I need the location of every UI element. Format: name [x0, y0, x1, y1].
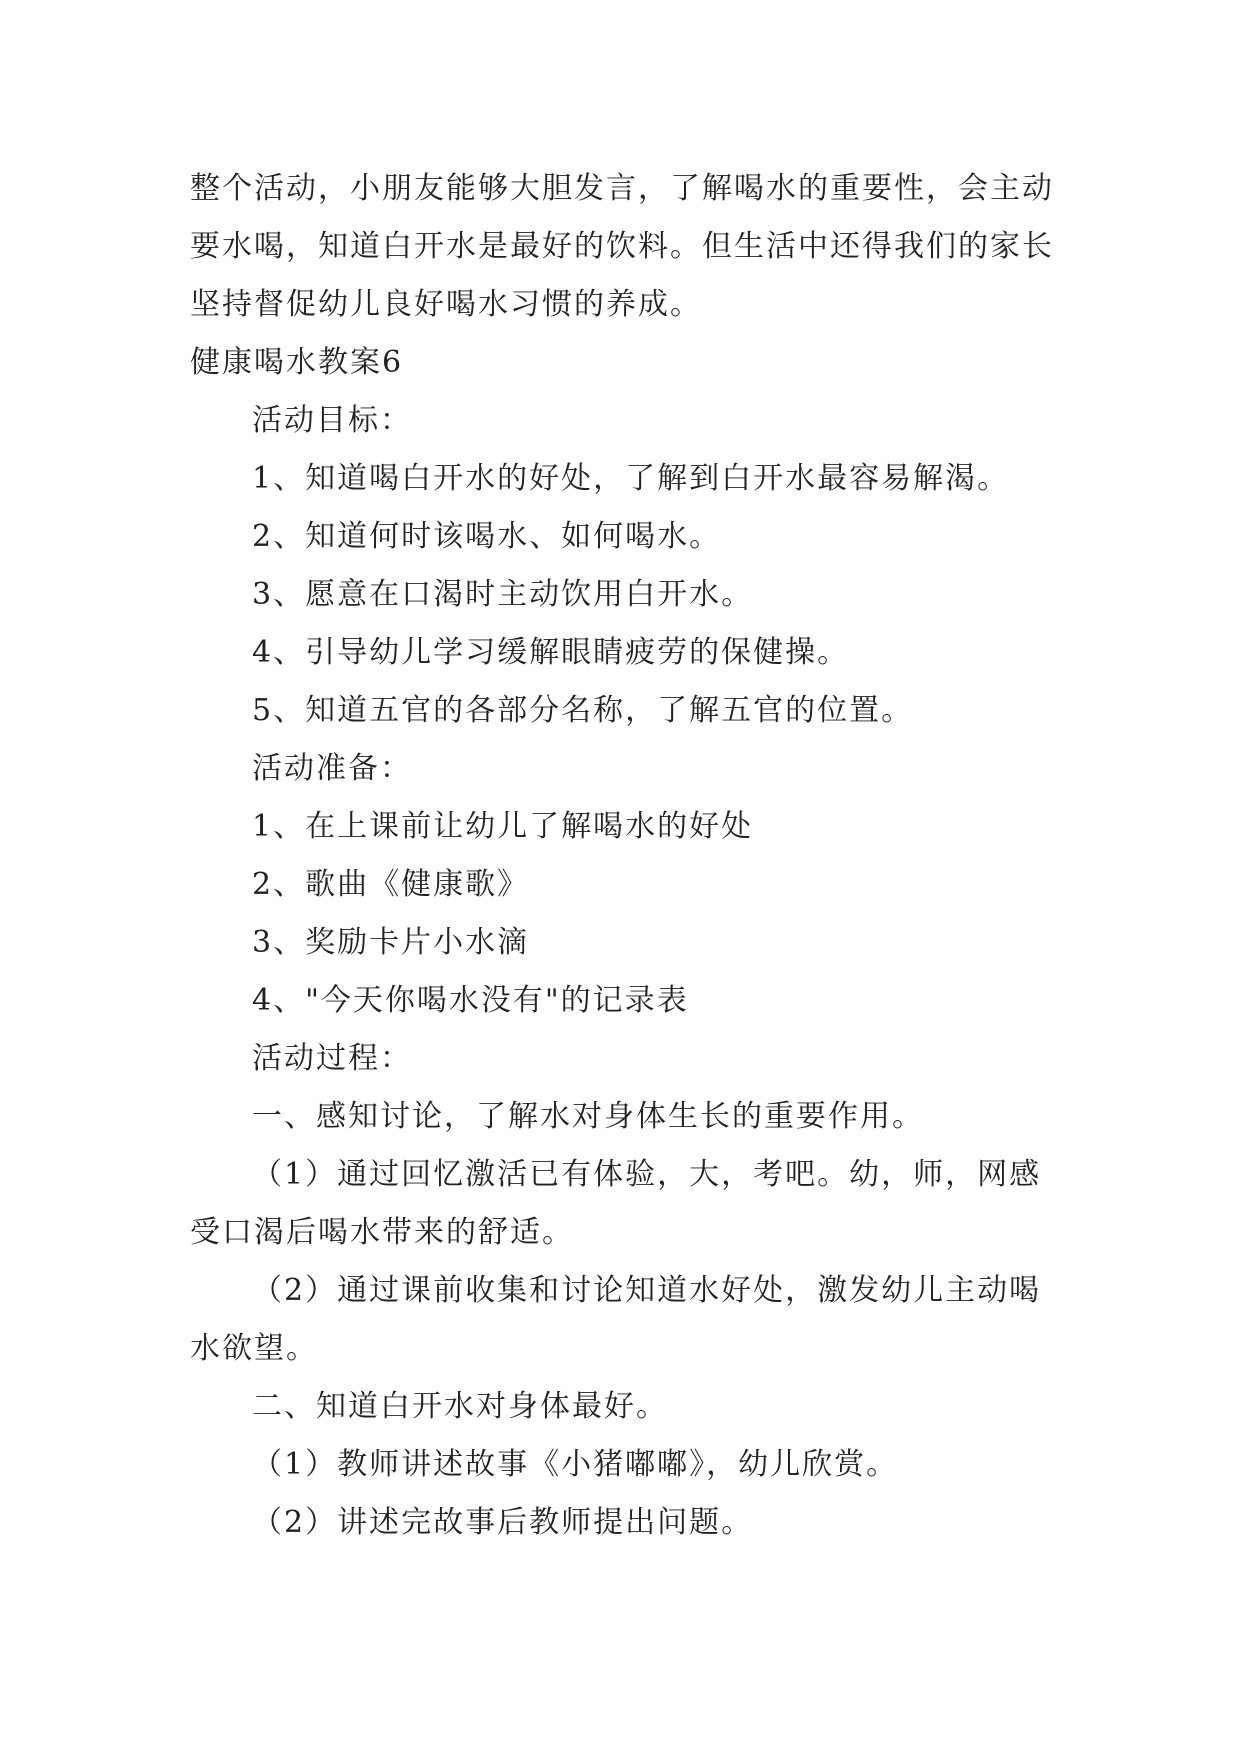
prep-item-3: 3、奖励卡片小水滴 [252, 925, 530, 960]
document-body [190, 160, 1060, 1552]
goal-item-1: 1、知道喝白开水的好处，了解到白开水最容易解渴。 [252, 461, 1010, 496]
prep-heading: 活动准备： [252, 751, 412, 786]
process-step-1: 一、感知讨论，了解水对身体生长的重要作用。 [252, 1099, 924, 1134]
paragraph-intro-summary: 整个活动，小朋友能够大胆发言，了解喝水的重要性，会主动要水喝，知道白开水是最好的饮料。但生活中还得我们的家长坚持督促幼儿良好喝水习惯的养成。 [190, 171, 1054, 322]
goal-item-5: 5、知道五官的各部分名称，了解五官的位置。 [252, 693, 914, 728]
process-step-2: 二、知道白开水对身体最好。 [252, 1389, 668, 1424]
process-step-2-b: （2）讲述完故事后教师提出问题。 [252, 1505, 754, 1540]
goal-item-3: 3、愿意在口渴时主动饮用白开水。 [252, 577, 754, 612]
section-title: 健康喝水教案6 [190, 345, 404, 380]
process-step-2-a: （1）教师讲述故事《小猪嘟嘟》，幼儿欣赏。 [252, 1447, 899, 1482]
process-heading: 活动过程： [252, 1041, 412, 1076]
goal-item-4: 4、引导幼儿学习缓解眼睛疲劳的保健操。 [252, 635, 850, 670]
goals-heading: 活动目标： [252, 403, 412, 438]
process-step-1-b: （2）通过课前收集和讨论知道水好处，激发幼儿主动喝水欲望。 [190, 1273, 1042, 1366]
prep-item-1: 1、在上课前让幼儿了解喝水的好处 [252, 809, 754, 844]
goal-item-2: 2、知道何时该喝水、如何喝水。 [252, 519, 722, 554]
prep-item-4: 4、"今天你喝水没有"的记录表 [252, 983, 689, 1018]
prep-item-2: 2、歌曲《健康歌》 [252, 867, 530, 902]
process-step-1-a: （1）通过回忆激活已有体验，大，考吧。幼，师，网感受口渴后喝水带来的舒适。 [190, 1157, 1042, 1250]
